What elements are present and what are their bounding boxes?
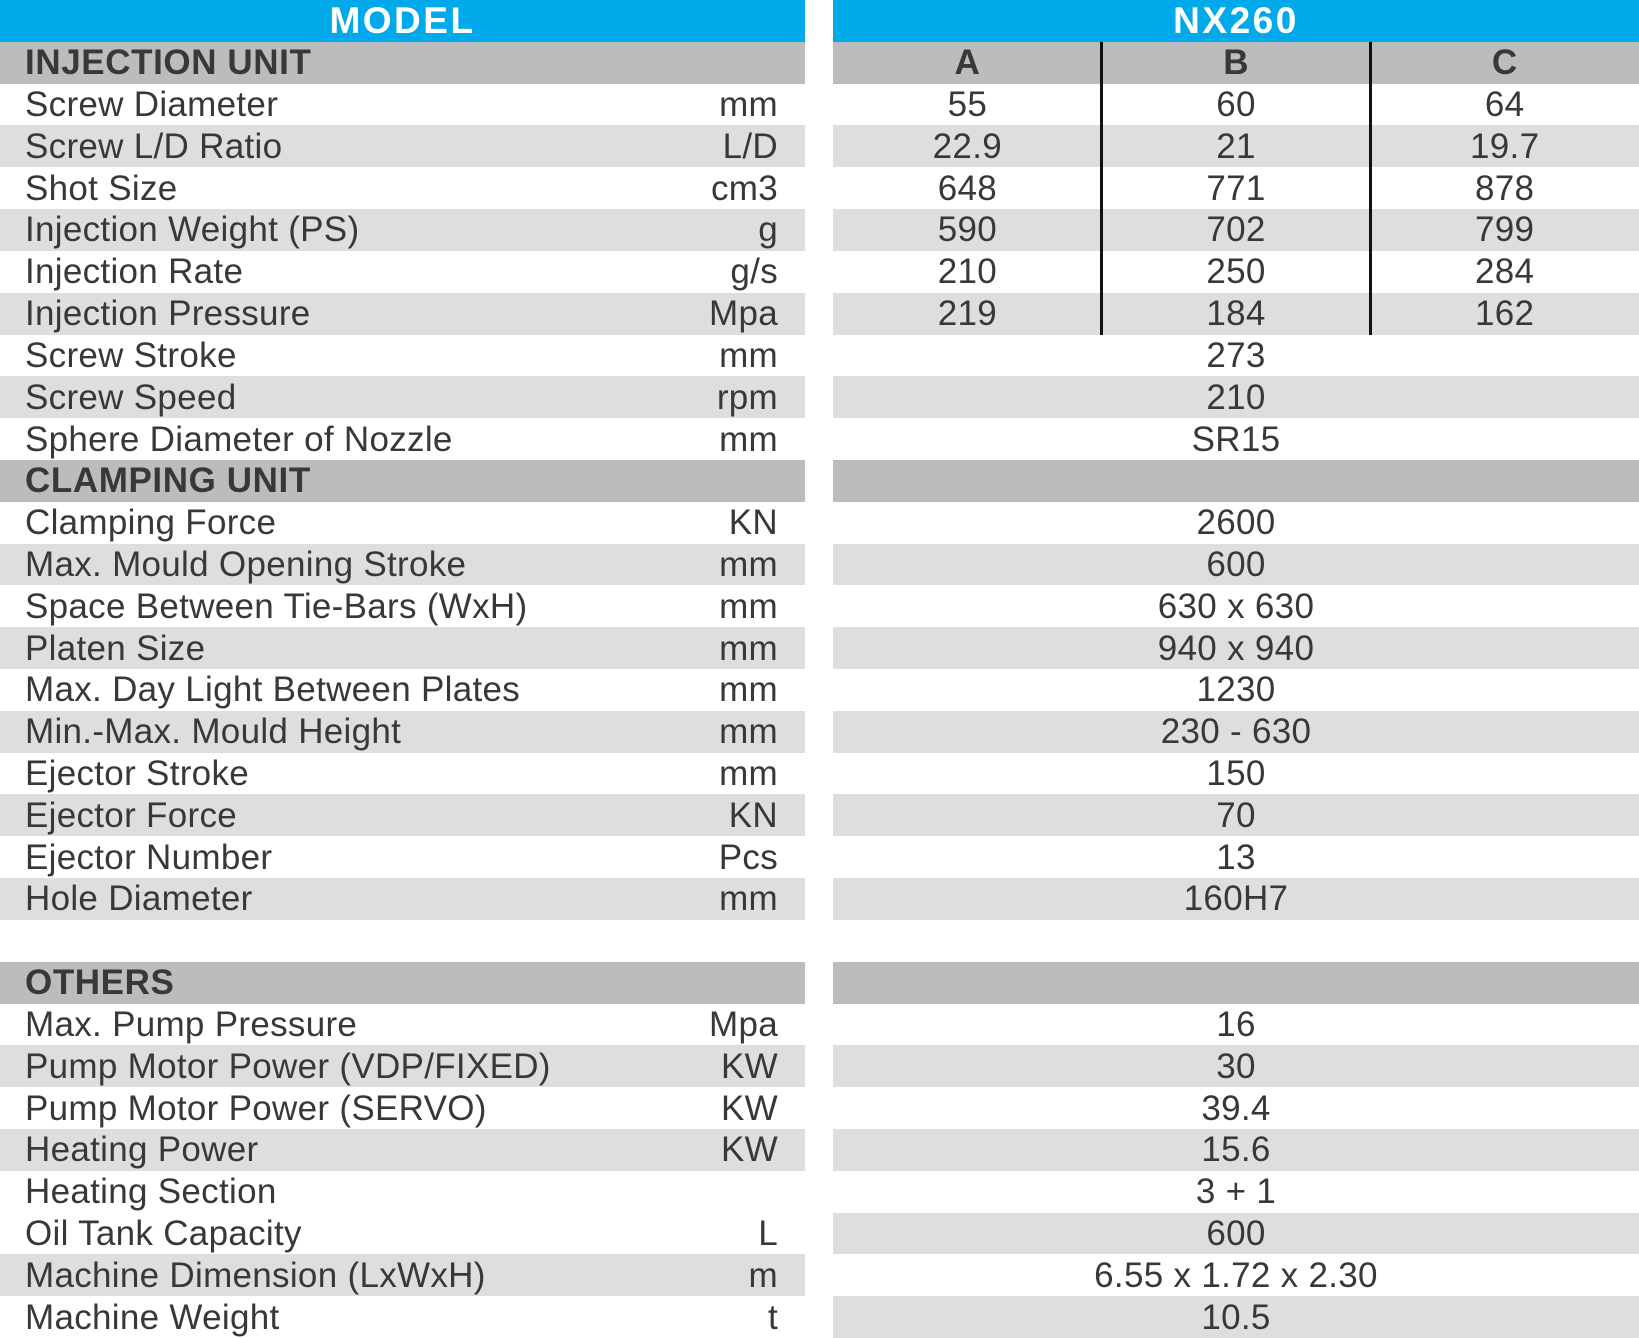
cell-value: 39.4 — [1201, 1088, 1271, 1128]
table-row — [0, 167, 805, 209]
table-row — [833, 418, 1639, 460]
cell-a: 55 — [947, 85, 988, 125]
table-row — [833, 753, 1639, 795]
cell-b: 771 — [1206, 168, 1266, 208]
row-unit: mm — [719, 754, 778, 794]
cell-c: 284 — [1475, 252, 1535, 292]
table-row — [0, 1045, 805, 1087]
table-row — [0, 125, 805, 167]
row-unit: Mpa — [709, 1004, 778, 1044]
row-unit: L — [758, 1213, 778, 1253]
table-row — [0, 1296, 805, 1338]
table-row — [833, 627, 1639, 669]
table-row — [833, 1129, 1639, 1171]
table-row — [0, 418, 805, 460]
table-row — [0, 84, 805, 126]
row-label: Min.-Max. Mould Height — [25, 712, 402, 752]
cell-c: 64 — [1484, 85, 1525, 125]
row-label: Max. Mould Opening Stroke — [25, 544, 467, 584]
cell-value: 6.55 x 1.72 x 2.30 — [1094, 1255, 1378, 1295]
table-row — [0, 1254, 805, 1296]
cell-c: 19.7 — [1470, 126, 1540, 166]
table-row — [833, 836, 1639, 878]
table-row — [833, 711, 1639, 753]
table-row — [0, 836, 805, 878]
cell-value: 600 — [1206, 1213, 1266, 1253]
row-unit: KW — [721, 1046, 778, 1086]
row-label: Hole Diameter — [25, 879, 253, 919]
table-row — [0, 753, 805, 795]
table-row — [833, 125, 1639, 167]
table-row — [0, 376, 805, 418]
cell-a: 22.9 — [932, 126, 1002, 166]
row-unit: mm — [719, 879, 778, 919]
cell-c: 162 — [1475, 294, 1535, 334]
cell-c: 799 — [1475, 210, 1535, 250]
cell-b: 250 — [1206, 252, 1266, 292]
table-row — [833, 1171, 1639, 1213]
row-unit: Mpa — [709, 294, 778, 334]
table-row — [0, 669, 805, 711]
table-row — [0, 251, 805, 293]
cell-b: 21 — [1216, 126, 1256, 166]
cell-a: 210 — [937, 252, 997, 292]
table-row — [0, 1171, 805, 1213]
row-unit: g — [758, 210, 778, 250]
cell-c: 878 — [1475, 168, 1535, 208]
row-label: Platen Size — [25, 628, 206, 668]
cell-value: 273 — [1206, 335, 1266, 375]
row-label: Shot Size — [25, 168, 178, 208]
cell-value: 13 — [1216, 837, 1256, 877]
table-row — [0, 1213, 805, 1255]
cell-value: 940 x 940 — [1157, 628, 1315, 668]
table-row — [833, 1213, 1639, 1255]
cell-b: 60 — [1216, 85, 1256, 125]
row-label: Screw L/D Ratio — [25, 126, 283, 166]
cell-b: 702 — [1206, 210, 1266, 250]
table-row — [0, 585, 805, 627]
table-row — [833, 376, 1639, 418]
row-label: Heating Power — [25, 1130, 259, 1170]
table-row — [833, 878, 1639, 920]
table-row — [833, 1045, 1639, 1087]
cell-a: 648 — [937, 168, 997, 208]
section-title: INJECTION UNIT — [25, 43, 312, 83]
subcolumn-c-label: C — [1491, 43, 1518, 83]
row-unit: Pcs — [718, 837, 778, 877]
table-row — [0, 1129, 805, 1171]
row-label: Pump Motor Power (VDP/FIXED) — [25, 1046, 551, 1086]
row-label: Pump Motor Power (SERVO) — [25, 1088, 487, 1128]
row-label: Injection Pressure — [25, 294, 311, 334]
table-row — [833, 84, 1639, 126]
table-row — [833, 167, 1639, 209]
cell-value: 1230 — [1196, 670, 1276, 710]
row-unit: mm — [719, 419, 778, 459]
table-row — [0, 209, 805, 251]
table-row — [0, 502, 805, 544]
model-value-label: NX260 — [1173, 0, 1299, 42]
row-unit: rpm — [716, 377, 778, 417]
row-label: Screw Stroke — [25, 335, 237, 375]
row-label: Max. Pump Pressure — [25, 1004, 358, 1044]
table-row — [833, 585, 1639, 627]
row-unit: mm — [719, 544, 778, 584]
cell-value: 15.6 — [1201, 1130, 1271, 1170]
table-row — [0, 1004, 805, 1046]
row-unit: mm — [719, 670, 778, 710]
cell-a: 590 — [937, 210, 997, 250]
subcolumn-a-label: A — [954, 43, 981, 83]
values-table — [833, 0, 1639, 1338]
row-unit: mm — [719, 85, 778, 125]
cell-value: SR15 — [1191, 419, 1281, 459]
section-spacer — [833, 460, 1639, 502]
row-label: Sphere Diameter of Nozzle — [25, 419, 453, 459]
spacer-row — [833, 920, 1639, 962]
cell-value: 230 - 630 — [1160, 712, 1312, 752]
row-label: Machine Dimension (LxWxH) — [25, 1255, 486, 1295]
row-label: Ejector Stroke — [25, 754, 250, 794]
table-row — [0, 627, 805, 669]
table-row — [0, 878, 805, 920]
row-label: Ejector Number — [25, 837, 273, 877]
cell-value: 30 — [1216, 1046, 1256, 1086]
model-header — [0, 0, 805, 42]
row-label: Screw Diameter — [25, 85, 279, 125]
table-row — [833, 335, 1639, 377]
cell-value: 630 x 630 — [1157, 586, 1315, 626]
table-row — [0, 711, 805, 753]
cell-b: 184 — [1206, 294, 1266, 334]
table-row — [0, 335, 805, 377]
column-divider — [1100, 42, 1103, 335]
table-row — [833, 1296, 1639, 1338]
table-row — [833, 669, 1639, 711]
model-header-label: MODEL — [329, 0, 476, 42]
row-label: Screw Speed — [25, 377, 237, 417]
table-row — [833, 502, 1639, 544]
table-row — [833, 1087, 1639, 1129]
row-unit: mm — [719, 628, 778, 668]
table-row — [833, 1004, 1639, 1046]
cell-value: 16 — [1216, 1004, 1256, 1044]
row-unit: cm3 — [710, 168, 778, 208]
table-row — [833, 544, 1639, 586]
section-title: CLAMPING UNIT — [25, 461, 311, 501]
table-row — [0, 794, 805, 836]
row-unit: m — [748, 1255, 778, 1295]
table-row — [833, 251, 1639, 293]
cell-value: 10.5 — [1201, 1297, 1271, 1337]
cell-value: 3 + 1 — [1195, 1172, 1277, 1212]
table-row — [833, 1254, 1639, 1296]
section-injection-unit — [0, 42, 805, 84]
row-label: Injection Rate — [25, 252, 244, 292]
table-row — [0, 293, 805, 335]
cell-value: 70 — [1216, 795, 1256, 835]
row-label: Ejector Force — [25, 795, 238, 835]
cell-value: 160H7 — [1183, 879, 1289, 919]
row-unit: KW — [721, 1130, 778, 1170]
row-label: Space Between Tie-Bars (WxH) — [25, 586, 528, 626]
parameters-table — [0, 0, 805, 1338]
subcolumn-b-label: B — [1223, 43, 1249, 83]
row-unit: g/s — [730, 252, 778, 292]
section-others — [0, 962, 805, 1004]
row-unit: KW — [721, 1088, 778, 1128]
row-unit: KN — [728, 795, 778, 835]
section-spacer — [833, 962, 1639, 1004]
cell-value: 150 — [1206, 754, 1266, 794]
table-row — [833, 209, 1639, 251]
row-unit: L/D — [722, 126, 778, 166]
column-divider — [1369, 42, 1372, 335]
cell-value: 2600 — [1196, 503, 1276, 543]
row-label: Max. Day Light Between Plates — [25, 670, 521, 710]
cell-value: 600 — [1206, 544, 1266, 584]
row-label: Heating Section — [25, 1172, 277, 1212]
row-unit: KN — [728, 503, 778, 543]
row-label: Oil Tank Capacity — [25, 1213, 302, 1253]
row-label: Clamping Force — [25, 503, 277, 543]
cell-a: 219 — [937, 294, 997, 334]
table-row — [0, 1087, 805, 1129]
row-unit: mm — [719, 335, 778, 375]
row-label: Injection Weight (PS) — [25, 210, 360, 250]
spacer-row — [0, 920, 805, 962]
cell-value: 210 — [1206, 377, 1266, 417]
section-clamping-unit — [0, 460, 805, 502]
model-value-header — [833, 0, 1639, 42]
row-unit: mm — [719, 712, 778, 752]
table-row — [833, 293, 1639, 335]
row-unit: t — [767, 1297, 778, 1337]
table-row — [833, 794, 1639, 836]
row-label: Machine Weight — [25, 1297, 280, 1337]
subcolumn-header-row — [833, 42, 1639, 84]
row-unit: mm — [719, 586, 778, 626]
table-row — [0, 544, 805, 586]
section-title: OTHERS — [25, 963, 175, 1003]
